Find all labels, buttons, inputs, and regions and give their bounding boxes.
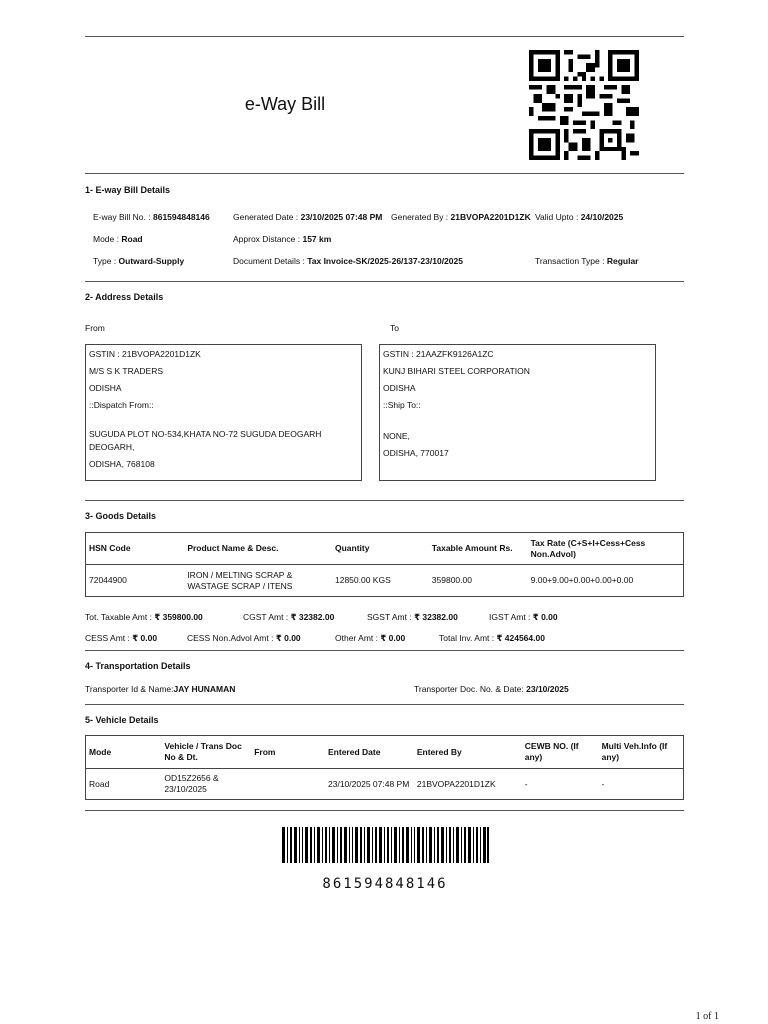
mode: Mode : Road [93,234,143,244]
section-vehicle-heading: 5- Vehicle Details [85,715,159,725]
section-transport-heading: 4- Transportation Details [85,661,191,671]
to-address: NONE, [383,431,410,441]
igst-amount: IGST Amt : ₹ 0.00 [489,612,558,622]
total-taxable: Tot. Taxable Amt : ₹ 359800.00 [85,612,203,622]
col-product: Product Name & Desc. [187,543,279,553]
approx-distance: Approx Distance : 157 km [233,234,332,244]
from-state: ODISHA [89,383,122,393]
cess-amount: CESS Amt : ₹ 0.00 [85,633,158,643]
section-ewb-heading: 1- E-way Bill Details [85,185,171,195]
to-state: ODISHA [383,383,416,393]
section-rule [85,704,684,705]
col-multi-veh: Multi Veh.Info (If any) [601,741,668,762]
cell-cewb: - [524,778,528,789]
col-cewb: CEWB NO. (If any) [524,741,579,762]
transaction-type: Transaction Type : Regular [535,256,639,266]
section-rule [85,810,684,811]
from-address-line2: DEOGARH, [89,442,135,452]
cell-quantity: 12850.00 KGS [334,575,391,585]
cess-non-advol-amount: CESS Non.Advol Amt : ₹ 0.00 [187,633,301,643]
col-vehicle: Vehicle / Trans Doc No & Dt. [164,741,242,762]
col-quantity: Quantity [334,543,370,553]
generated-by: Generated By : 21BVOPA2201D1ZK [391,212,531,222]
generated-date: Generated Date : 23/10/2025 07:48 PM [233,212,383,222]
col-taxable: Taxable Amount Rs. [431,543,513,553]
document-details: Document Details : Tax Invoice-SK/2025-26/137-23/10/2025 [233,256,463,266]
cell-mode: Road [89,778,110,789]
barcode-icon [282,827,489,863]
type: Type : Outward-Supply [93,256,185,266]
from-address-line1: SUGUDA PLOT NO-534,KHATA NO-72 SUGUDA DEOGARH [89,429,322,439]
qr-code-icon [529,49,639,161]
sgst-amount: SGST Amt : ₹ 32382.00 [367,612,458,622]
cgst-amount: CGST Amt : ₹ 32382.00 [243,612,335,622]
vehicle-table [85,735,684,800]
col-from: From [254,746,276,757]
cell-taxable: 359800.00 [431,575,472,585]
col-mode: Mode [89,746,112,757]
from-pin: ODISHA, 768108 [89,459,155,469]
cell-taxrate: 9.00+9.00+0.00+0.00+0.00 [530,575,634,585]
goods-header-row [86,533,684,565]
from-address-box [85,344,362,481]
from-label: From [85,323,105,333]
cell-product: IRON / MELTING SCRAP & WASTAGE SCRAP / ITENS [187,569,293,591]
section-rule [85,281,684,282]
page-number: 1 of 1 [695,1011,719,1022]
to-name: KUNJ BIHARI STEEL CORPORATION [383,366,530,376]
transporter-id: Transporter Id & Name:JAY HUNAMAN [85,684,236,694]
total-invoice-amount: Total Inv. Amt : ₹ 424564.00 [439,633,545,643]
cell-from [251,769,325,800]
col-taxrate: Tax Rate (C+S+I+Cess+Cess Non.Advol) [530,537,646,559]
from-gstin: GSTIN : 21BVOPA2201D1ZK [89,349,201,359]
cell-hsn: 72044900 [89,575,127,585]
to-address-box [379,344,656,481]
from-name: M/S S K TRADERS [89,366,163,376]
to-gstin: GSTIN : 21AAZFK9126A1ZC [383,349,494,359]
col-entered-date: Entered Date [328,746,381,757]
section-goods-heading: 3- Goods Details [85,511,157,521]
valid-upto: Valid Upto : 24/10/2025 [535,212,624,222]
section-rule [85,500,684,501]
table-row [86,565,684,597]
vehicle-header-row [86,736,684,769]
top-rule [85,36,684,37]
transporter-doc: Transporter Doc. No. & Date: 23/10/2025 [414,684,569,694]
cell-vehicle: OD15Z2656 & 23/10/2025 [164,773,219,794]
section-address-heading: 2- Address Details [85,292,164,302]
page-title: e-Way Bill [244,94,326,114]
cell-entered-by: 21BVOPA2201D1ZK [416,778,496,789]
cell-entered-date: 23/10/2025 07:48 PM [328,778,410,789]
to-shipto: ::Ship To:: [383,400,421,410]
title-rule [85,173,684,174]
to-label: To [390,323,399,333]
other-amount: Other Amt : ₹ 0.00 [335,633,406,643]
table-row [86,769,684,800]
to-pin: ODISHA, 770017 [383,448,449,458]
cell-multi-veh: - [601,778,605,789]
from-dispatch: ::Dispatch From:: [89,400,154,410]
ewb-no: E-way Bill No. : 861594848146 [93,212,210,222]
barcode-number: 861594848146 [322,876,448,892]
col-hsn: HSN Code [89,543,131,553]
goods-table [85,532,684,597]
col-entered-by: Entered By [416,746,462,757]
section-rule [85,650,684,651]
